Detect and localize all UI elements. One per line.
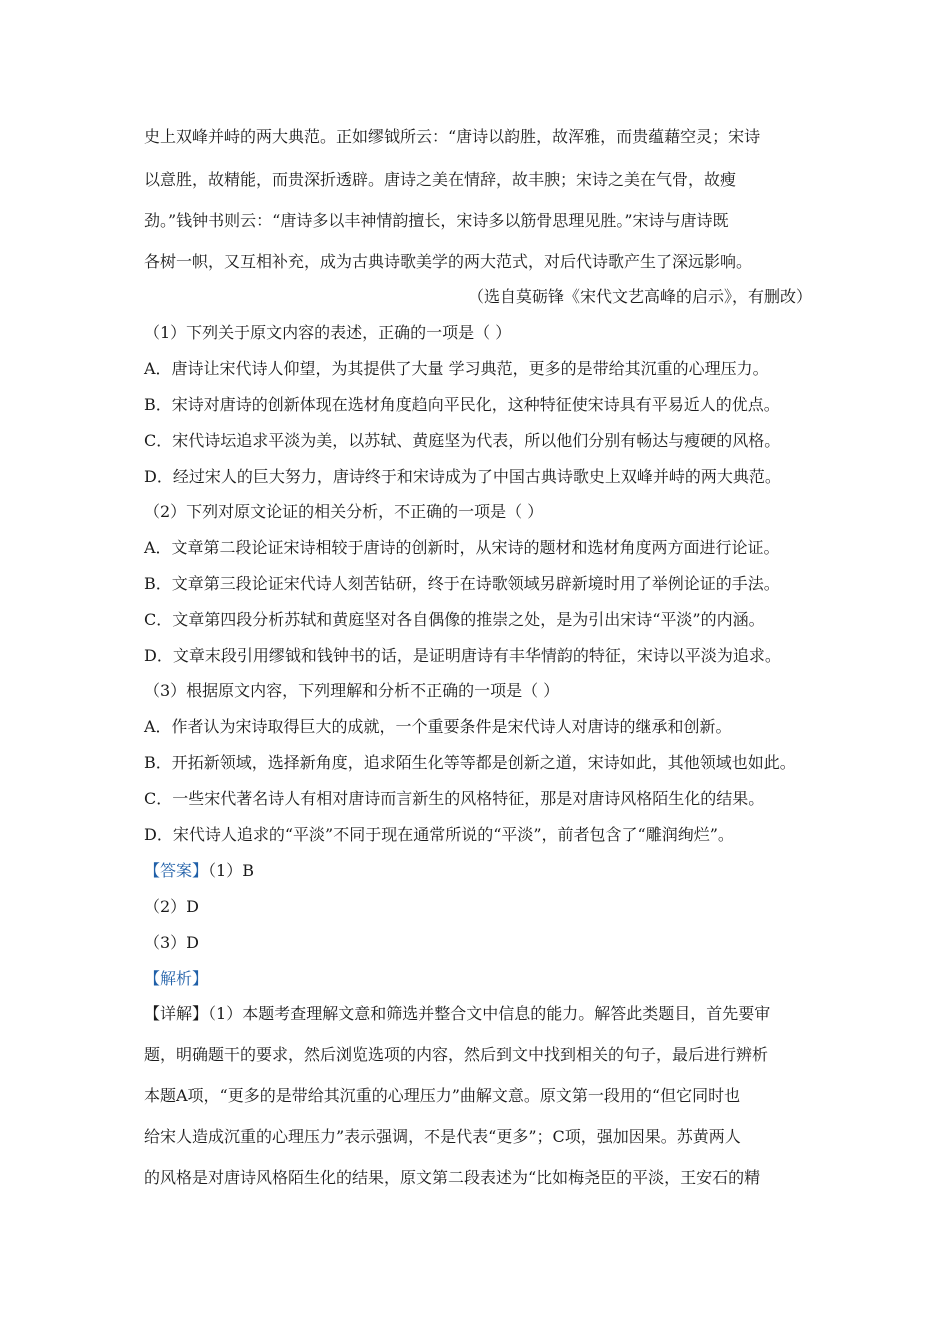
passage-source: （选自莫砺锋《宋代文艺高峰的启示》，有删改） bbox=[467, 287, 812, 306]
question-option: C．宋代诗坛追求平淡为美，以苏轼、黄庭坚为代表，所以他们分别有畅达与瘦硬的风格。 bbox=[144, 431, 781, 450]
answer-value: （2）D bbox=[144, 897, 200, 916]
question-option: D．宋代诗人追求的“平淡”不同于现在通常所说的“平淡”，前者包含了“雕润绚烂”。 bbox=[144, 825, 734, 844]
question-option: C．一些宋代著名诗人有相对唐诗而言新生的风格特征，那是对唐诗风格陌生化的结果。 bbox=[144, 789, 765, 808]
answer-tag: 【答案】 bbox=[144, 861, 209, 880]
detail-line: 本题A项，“更多的是带给其沉重的心理压力”曲解文意。原文第一段用的“但它同时也 bbox=[144, 1086, 741, 1105]
question-option: C．文章第四段分析苏轼和黄庭坚对各自偶像的推崇之处，是为引出宋诗“平淡”的内涵。 bbox=[144, 610, 765, 629]
passage-line: 以意胜，故精能，而贵深折透辟。唐诗之美在情辞，故丰腴；宋诗之美在气骨，故瘦 bbox=[144, 170, 737, 189]
detail-tag: 【详解】 bbox=[144, 1004, 209, 1023]
answer-line bbox=[144, 861, 254, 881]
question-stem: （1）下列关于原文内容的表述，正确的一项是（ ） bbox=[144, 323, 512, 342]
passage-line: 各树一帜，又互相补充，成为古典诗歌美学的两大范式，对后代诗歌产生了深远影响。 bbox=[144, 252, 753, 271]
detail-line: 给宋人造成沉重的心理压力”表示强调，不是代表“更多”；C项，强加因果。苏黄两人 bbox=[144, 1127, 741, 1146]
detail-line: 题，明确题干的要求，然后浏览选项的内容，然后到文中找到相关的句子，最后进行辨析 bbox=[144, 1045, 769, 1064]
question-option: A．作者认为宋诗取得巨大的成就，一个重要条件是宋代诗人对唐诗的继承和创新。 bbox=[144, 717, 732, 736]
answer-value: （1）B bbox=[208, 861, 254, 880]
answer-value: （3）D bbox=[144, 933, 200, 952]
analysis-tag: 【解析】 bbox=[144, 969, 209, 988]
detail-line: 的风格是对唐诗风格陌生化的结果，原文第二段表述为“比如梅尧臣的平淡，王安石的精 bbox=[144, 1168, 761, 1187]
passage-line: 劲。”钱钟书则云：“唐诗多以丰神情韵擅长，宋诗多以筋骨思理见胜。”宋诗与唐诗既 bbox=[144, 211, 729, 230]
question-stem: （3）根据原文内容，下列理解和分析不正确的一项是（ ） bbox=[144, 681, 560, 700]
question-option: A．唐诗让宋代诗人仰望，为其提供了大量 学习典范，更多的是带给其沉重的心理压力。 bbox=[144, 359, 769, 378]
question-option: B．开拓新领域，选择新角度，追求陌生化等等都是创新之道，宋诗如此，其他领域也如此。 bbox=[144, 753, 796, 772]
question-option: B．宋诗对唐诗的创新体现在选材角度趋向平民化，这种特征使宋诗具有平易近人的优点。 bbox=[144, 395, 780, 414]
question-option: D．经过宋人的巨大努力，唐诗终于和宋诗成为了中国古典诗歌史上双峰并峙的两大典范。 bbox=[144, 467, 781, 486]
passage-line: 史上双峰并峙的两大典范。正如缪钺所云：“唐诗以韵胜，故浑雅，而贵蕴藉空灵；宋诗 bbox=[144, 127, 761, 146]
question-option: B．文章第三段论证宋代诗人刻苦钻研，终于在诗歌领域另辟新境时用了举例论证的手法。 bbox=[144, 574, 780, 593]
question-stem: （2）下列对原文论证的相关分析，不正确的一项是（ ） bbox=[144, 502, 544, 521]
detail-line bbox=[144, 1004, 770, 1024]
detail-text: （1）本题考查理解文意和筛选并整合文中信息的能力。解答此类题目，首先要审 bbox=[208, 1004, 771, 1023]
question-option: D．文章末段引用缪钺和钱钟书的话，是证明唐诗有丰华情韵的特征，宋诗以平淡为追求。 bbox=[144, 646, 781, 665]
question-option: A．文章第二段论证宋诗相较于唐诗的创新时，从宋诗的题材和选材角度两方面进行论证。 bbox=[144, 538, 780, 557]
